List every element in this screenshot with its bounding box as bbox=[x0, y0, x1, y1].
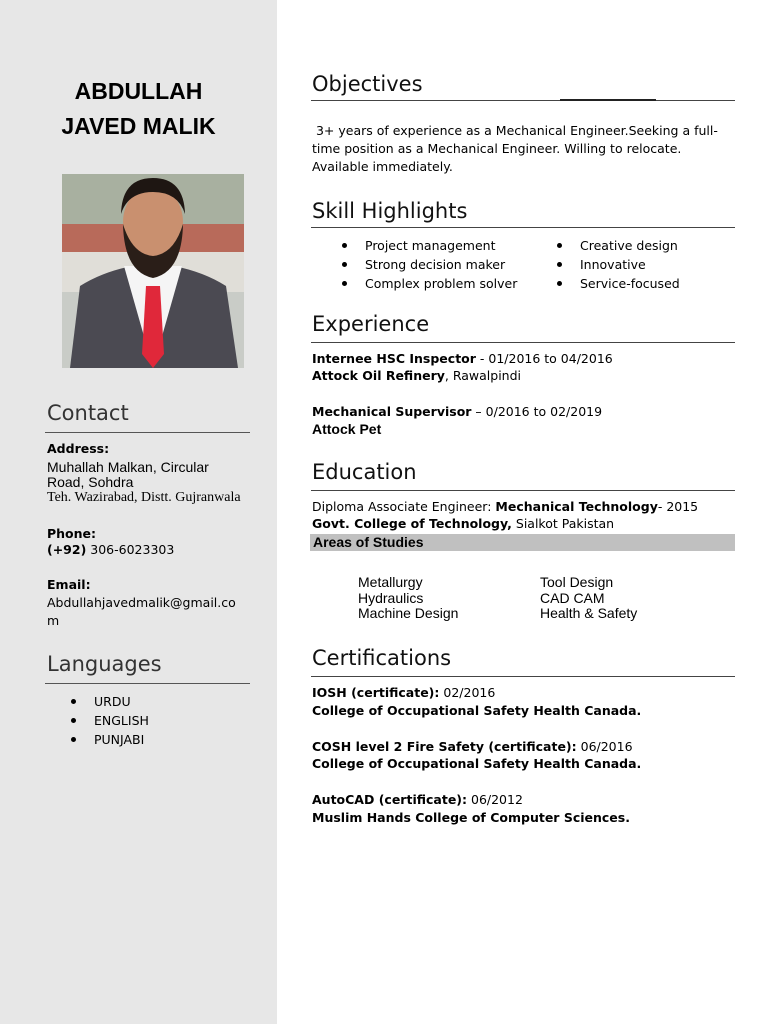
job-1-company: Attock Oil Refinery bbox=[312, 368, 445, 383]
area-item: Hydraulics bbox=[358, 589, 424, 606]
cert-3-date: 06/2012 bbox=[467, 792, 523, 807]
email-line-2[interactable]: m bbox=[47, 613, 60, 628]
cert-2-org: College of Occupational Safety Health Canada. bbox=[312, 756, 642, 771]
languages-heading: Languages bbox=[47, 652, 162, 676]
phone-code: (+92) bbox=[47, 542, 87, 557]
address-line-3: Teh. Wazirabad, Distt. Gujranwala bbox=[47, 490, 241, 505]
name-line-2: JAVED MALIK bbox=[61, 113, 216, 139]
cert-3-line bbox=[312, 791, 523, 809]
address-label: Address: bbox=[47, 441, 110, 456]
skill-item: Innovative bbox=[556, 255, 680, 274]
skill-item: Project management bbox=[341, 236, 517, 255]
skill-item: Creative design bbox=[556, 236, 680, 255]
name-line-1: ABDULLAH bbox=[74, 78, 203, 104]
job-1-dates: - 01/2016 to 04/2016 bbox=[475, 351, 613, 366]
certifications-divider bbox=[311, 676, 735, 677]
experience-divider bbox=[311, 342, 735, 343]
cert-3-name: AutoCAD (certificate): bbox=[312, 792, 468, 807]
education-heading: Education bbox=[312, 460, 417, 484]
phone-value bbox=[47, 542, 174, 557]
cert-1-line bbox=[312, 684, 495, 702]
area-item: Metallurgy bbox=[358, 574, 423, 590]
contact-heading: Contact bbox=[47, 401, 129, 425]
address-line-2: Road, Sohdra bbox=[47, 474, 134, 490]
skills-list-left bbox=[341, 236, 517, 293]
contact-divider bbox=[45, 432, 250, 433]
school-line bbox=[312, 515, 614, 533]
skills-list-right bbox=[556, 236, 680, 293]
language-item: PUNJABI bbox=[70, 730, 149, 749]
objectives-line-3: Available immediately. bbox=[312, 159, 453, 174]
job-2-title: Mechanical Supervisor bbox=[312, 404, 472, 419]
area-item: Health & Safety bbox=[540, 605, 638, 621]
languages-divider bbox=[45, 683, 250, 684]
area-item: Tool Design bbox=[540, 574, 614, 590]
phone-number: 306-6023303 bbox=[90, 542, 175, 557]
areas-list-left bbox=[358, 575, 458, 622]
degree-prefix: Diploma Associate Engineer: bbox=[312, 499, 496, 514]
languages-list bbox=[70, 692, 149, 749]
email-line-1[interactable]: Abdullahjavedmalik@gmail.co bbox=[47, 595, 236, 610]
skills-heading: Skill Highlights bbox=[312, 199, 468, 223]
job-1-location: , Rawalpindi bbox=[444, 368, 522, 383]
job-2-company: Attock Pet bbox=[312, 421, 382, 437]
sidebar bbox=[0, 0, 277, 1024]
job-1-company-line bbox=[312, 367, 521, 385]
objectives-accent-line bbox=[560, 99, 656, 101]
language-item: URDU bbox=[70, 692, 149, 711]
degree-year: - 2015 bbox=[657, 499, 699, 514]
language-item: ENGLISH bbox=[70, 711, 149, 730]
cert-1-name: IOSH (certificate): bbox=[312, 685, 440, 700]
education-divider bbox=[311, 490, 735, 491]
cert-2-line bbox=[312, 738, 633, 756]
job-1-title-line bbox=[312, 350, 613, 368]
skill-item: Strong decision maker bbox=[341, 255, 517, 274]
cert-1-org: College of Occupational Safety Health Canada. bbox=[312, 703, 642, 718]
objectives-divider bbox=[311, 100, 735, 101]
job-2-title-line bbox=[312, 403, 602, 421]
job-1-title: Internee HSC Inspector bbox=[312, 351, 476, 366]
address-line-1: Muhallah Malkan, Circular bbox=[47, 459, 209, 475]
areas-list-right bbox=[540, 575, 637, 622]
cert-2-name: COSH level 2 Fire Safety (certificate): bbox=[312, 739, 577, 754]
email-label: Email: bbox=[47, 577, 91, 592]
experience-heading: Experience bbox=[312, 312, 430, 336]
school-name: Govt. College of Technology, bbox=[312, 516, 512, 531]
areas-of-studies-bar: Areas of Studies bbox=[310, 534, 735, 551]
cert-3-org: Muslim Hands College of Computer Sciences. bbox=[312, 810, 630, 825]
skills-divider bbox=[311, 227, 735, 228]
school-location: Sialkot Pakistan bbox=[511, 516, 615, 531]
skill-item: Complex problem solver bbox=[341, 274, 517, 293]
candidate-name bbox=[0, 74, 277, 144]
profile-photo bbox=[62, 174, 244, 368]
skill-item: Service-focused bbox=[556, 274, 680, 293]
job-2-dates: – 0/2016 to 02/2019 bbox=[471, 404, 603, 419]
degree-line bbox=[312, 498, 698, 516]
objectives-heading: Objectives bbox=[312, 72, 423, 96]
objectives-line-2: time position as a Mechanical Engineer. Willing to relocate. bbox=[312, 141, 682, 156]
objectives-line-1: 3+ years of experience as a Mechanical Engineer.Seeking a full- bbox=[312, 123, 718, 138]
degree-field: Mechanical Technology bbox=[495, 499, 658, 514]
cert-1-date: 02/2016 bbox=[439, 685, 496, 700]
area-item: CAD CAM bbox=[540, 589, 605, 606]
phone-label: Phone: bbox=[47, 526, 97, 541]
area-item: Machine Design bbox=[358, 605, 459, 621]
cert-2-date: 06/2016 bbox=[576, 739, 633, 754]
certifications-heading: Certifications bbox=[312, 646, 452, 670]
